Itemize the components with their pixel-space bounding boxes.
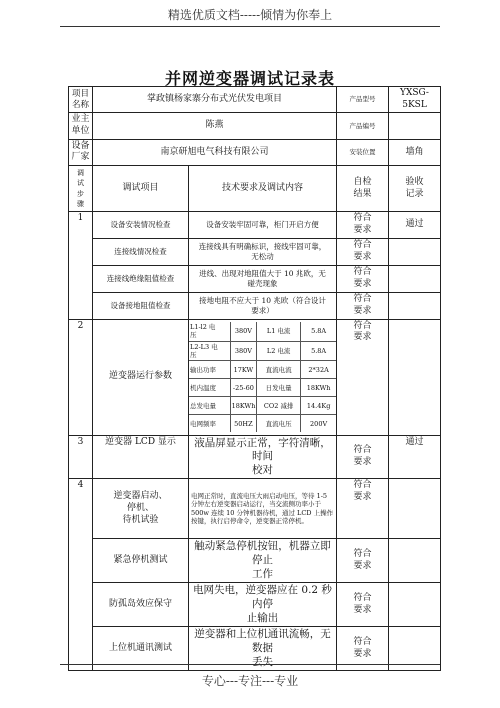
item-cell: 逆变器启动、 停机、 待机试验: [93, 479, 189, 539]
param-row: [189, 361, 336, 379]
step-number: 2: [69, 319, 93, 435]
requirement-cell: 设备安装牢固可靠，柜门开启方便: [189, 212, 337, 238]
acceptance-cell: [389, 265, 441, 292]
col-self-check-header: 自检 结果: [337, 166, 389, 212]
table-row: [69, 479, 441, 539]
serial-label: 产品编号: [337, 113, 389, 139]
param-row: [189, 397, 336, 415]
table-row: [69, 539, 441, 583]
self-check-cell: 符合 要求: [337, 627, 389, 671]
self-check-cell: 符合 要求: [337, 435, 389, 479]
item-cell: 连接线情况检查: [93, 238, 189, 265]
step-number: 1: [69, 212, 93, 319]
param-label: 输出功率: [189, 361, 230, 379]
param-value: 14.4Kg: [301, 397, 336, 415]
self-check-cell: 符合 要求: [337, 292, 389, 319]
location-value: 墙角: [389, 139, 441, 165]
requirement-cell: 液晶屏显示正常，字符清晰，时间 校对: [189, 435, 337, 479]
param-label: 日发电量: [257, 379, 301, 397]
table-row: [69, 583, 441, 627]
column-header-row: [69, 166, 441, 212]
item-cell: 连接线绝缘阻值检查: [93, 265, 189, 292]
param-label: 机内温度: [189, 379, 230, 397]
table-row: [69, 265, 441, 292]
param-label: L1-l2 电 压: [189, 322, 230, 341]
owner-value: 陈燕: [93, 113, 337, 139]
table-row-params: [69, 319, 441, 435]
commissioning-table: [68, 86, 441, 671]
param-label: L1 电流: [257, 322, 301, 341]
project-value: 掌政镇杨家寨分布式光伏发电项目: [93, 87, 337, 113]
param-row: [189, 379, 336, 397]
location-label: 安装位置: [337, 139, 389, 165]
param-value: 5.8A: [301, 341, 336, 361]
item-cell: 逆变器 LCD 显示: [93, 435, 189, 479]
param-label: 总发电量: [189, 397, 230, 415]
requirement-cell: 电网正常时，直流电压大雨启动电压，等待 1-5 分钟左右逆变器启动运行，当交流侧功率小于 500w 连续 10 分钟机器待机，通过 LCD 上操作按键，执行启停命令，逆变器正常停机。: [189, 479, 337, 539]
self-check-cell: 符合 要求: [337, 265, 389, 292]
owner-label: 业主单位: [69, 113, 93, 139]
item-cell: 上位机通讯测试: [93, 627, 189, 671]
requirement-cell: 电网失电，逆变器应在 0.2 秒内停 止输出: [189, 583, 337, 627]
table-row: [69, 292, 441, 319]
requirement-cell: 进线、出现对地阻值大于 10 兆欧，无 碰壳现象: [189, 265, 337, 292]
header-divider: [60, 26, 440, 27]
info-row-owner: [69, 113, 441, 139]
step-number: 3: [69, 435, 93, 479]
maker-value: 南京研旭电气科技有限公司: [93, 139, 337, 165]
col-step-header: 调 试 步 骤: [69, 166, 93, 212]
serial-value: [389, 113, 441, 139]
footer-divider: [60, 664, 440, 665]
model-value: YXSG-5KSL: [389, 87, 441, 113]
requirement-cell: 逆变器和上位机通讯流畅，无数据 丢失: [189, 627, 337, 671]
self-check-cell: 符合 要求: [337, 539, 389, 583]
self-check-cell: 符合 要求: [337, 212, 389, 238]
param-value: 380V: [230, 341, 256, 361]
acceptance-cell: 通过: [389, 435, 441, 479]
item-cell: 设备接地阻值检查: [93, 292, 189, 319]
col-acceptance-header: 验收 记录: [389, 166, 441, 212]
table-row: [69, 435, 441, 479]
item-cell: 紧急停机测试: [93, 539, 189, 583]
table-row: [69, 212, 441, 238]
acceptance-cell: [389, 583, 441, 627]
acceptance-cell: 通过: [389, 212, 441, 238]
table-row: [69, 238, 441, 265]
requirement-cell: 连接线具有明确标识，接线牢固可靠， 无松动: [189, 238, 337, 265]
project-label: 项目名称: [69, 87, 93, 113]
param-value: -25-60: [230, 379, 256, 397]
self-check-cell: 符合 要求: [337, 583, 389, 627]
self-check-cell: 符合 要求: [337, 319, 389, 435]
acceptance-cell: [389, 319, 441, 435]
params-cell: [189, 319, 337, 435]
param-label: CO2 减排: [257, 397, 301, 415]
item-cell: 设备安装情况检查: [93, 212, 189, 238]
col-item-header: 调试项目: [93, 166, 189, 212]
document-title: 并网逆变器调试记录表: [164, 69, 335, 88]
param-label: L2-L3 电 压: [189, 341, 230, 361]
param-value: 18KWh: [301, 379, 336, 397]
requirement-cell: 触动紧急停机按钮，机器立即停止 工作: [189, 539, 337, 583]
param-value: 18KWh: [230, 397, 256, 415]
param-row: [189, 341, 336, 361]
item-cell: 防孤岛效应保守: [93, 583, 189, 627]
param-value: 380V: [230, 322, 256, 341]
acceptance-cell: [389, 292, 441, 319]
acceptance-cell: [389, 479, 441, 539]
param-label: L2 电流: [257, 341, 301, 361]
param-row: [189, 322, 336, 341]
param-value: 200V: [310, 419, 328, 428]
acceptance-cell: [389, 238, 441, 265]
step-number: 4: [69, 479, 93, 671]
page-header: 精选优质文档-----倾情为你奉上: [167, 8, 333, 22]
param-value: 50HZ: [230, 415, 256, 433]
requirement-cell: 接地电阻不应大于 10 兆欧（符合设计 要求）: [189, 292, 337, 319]
param-row: [189, 415, 336, 433]
param-label: 电网频率: [189, 415, 230, 433]
acceptance-cell: [389, 539, 441, 583]
params-table: [189, 322, 336, 433]
self-check-cell: 符合 要求: [337, 238, 389, 265]
param-value: 2*32A: [301, 361, 336, 379]
model-label: 产品型号: [337, 87, 389, 113]
page-footer: 专心---专注---专业: [201, 674, 299, 688]
param-value: 5.8A: [301, 322, 336, 341]
col-requirement-header: 技术要求及调试内容: [189, 166, 337, 212]
item-cell: 逆变器运行参数: [93, 319, 189, 435]
param-label: 直流电压: [257, 415, 301, 433]
info-row-maker: [69, 139, 441, 165]
self-check-cell: 符合 要求: [337, 479, 389, 539]
maker-label: 设备厂家: [69, 139, 93, 165]
info-row-project: [69, 87, 441, 113]
param-value: 17KW: [230, 361, 256, 379]
param-label: 直流电流: [257, 361, 301, 379]
